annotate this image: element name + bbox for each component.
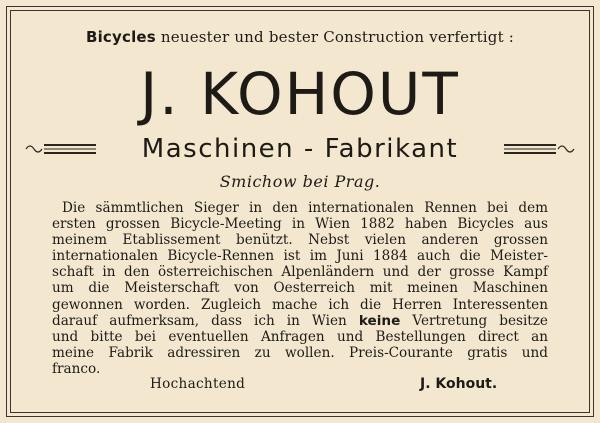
header-tagline: neuester und bester Construction verfertigt : [160,28,515,46]
body-line: ersten grossen Bicycle-Meeting in Wien 1882 haben Bicycles aus [52,216,548,233]
body-line: meine Fabrik adressiren zu wollen. Preis-Courante gratis und [52,344,548,361]
body-line-head: darauf aufmerksam, dass ich in Wien [52,312,347,329]
body-line: internationalen Bicycle-Rennen ist im Juni 1884 auch die Meister- [52,248,548,265]
body-line-tail: Vertretung besitze [412,312,548,329]
signature: J. Kohout. [420,376,498,392]
body-line: gewonnen worden. Zugleich mache ich die Herren Interessenten [52,296,548,313]
body-paragraph [52,200,548,377]
body-line: meinem Etablissement benützt. Nebst vielen anderen grossen [52,232,548,249]
company-subtitle: Maschinen - Fabrikant [141,134,459,164]
emphasis-word: keine [358,312,401,329]
body-line: schaft in den österreichischen Alpenländern und der grosse Kampf [52,264,548,281]
body-line-emphasis [52,313,548,329]
company-title: J. KOHOUT [140,60,460,128]
body-line: Die sämmtlichen Sieger in den internationalen Rennen bei dem [62,200,548,216]
header-line [0,28,600,46]
body-line: und bitte bei eventuellen Anfragen und Bestellungen direct an [52,328,548,345]
decorative-rule-right [502,141,576,157]
body-line: um die Meisterschaft von Oesterreich mit meinen Maschinen [52,280,548,297]
body-line: franco. [52,360,101,377]
closing-salutation: Hochachtend [150,376,246,392]
company-location: Smichow bei Prag. [219,172,381,191]
subtitle-row [0,134,600,166]
header-product: Bicycles [85,28,156,46]
